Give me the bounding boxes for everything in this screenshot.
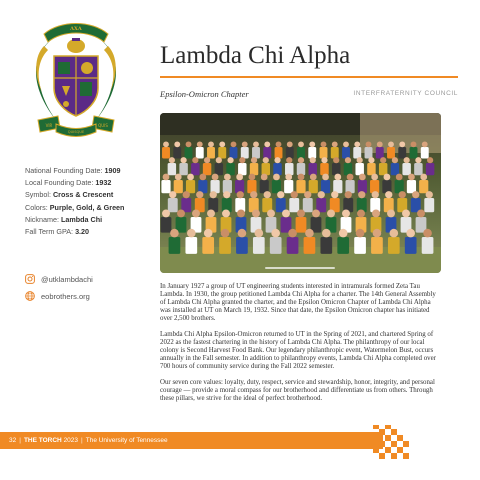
- checkerboard-logo: [373, 425, 409, 459]
- council-label: INTERFRATERNITY COUNCIL: [353, 90, 458, 97]
- fact-colors: Colors: Purple, Gold, & Green: [25, 202, 125, 212]
- values-paragraph: Our seven core values: loyalty, duty, respect, service and stewardship, honor, integrity, and personal courage — provide a moral compass for our brotherhood and differentiate us from others. Through these pillars, we strive for the ideal of perfect brotherhood.: [160, 379, 435, 402]
- instagram-icon: [25, 274, 35, 284]
- chapter-name: Epsilon-Omicron Chapter: [160, 89, 249, 99]
- page-footer: 32 | THE TORCH 2023 | The University of Tennessee: [0, 432, 383, 449]
- instagram-link[interactable]: [25, 274, 93, 284]
- fact-national-founding: National Founding Date: 1909: [25, 166, 121, 175]
- svg-text:QUISQUE: QUISQUE: [67, 130, 85, 134]
- university-name: The University of Tennessee: [85, 437, 168, 444]
- fact-nickname: Nickname: Lambda Chi: [25, 214, 103, 224]
- fact-gpa: Fall Term GPA: 3.20: [25, 227, 90, 237]
- title-divider: [160, 76, 458, 78]
- website-link[interactable]: [25, 291, 90, 301]
- page-number: 32: [9, 437, 17, 444]
- group-photo: [160, 113, 441, 273]
- page-title: Lambda Chi Alpha: [160, 42, 351, 69]
- recent-paragraph: Lambda Chi Alpha Epsilon-Omicron returned to UT in the Spring of 2021, and chartered Spring of 2022 as the fastest chartering in the history of Lambda Chi Alpha. The philanthropy of our local colony is Second Harvest Food Bank. Our legendary philanthropic event, Watermelon Bust, occurs annually in the Fall semester. In addition to philanthropy events, Lambda Chi Alpha completed over 700 hours of community service during the Fall 2022 semester.: [160, 331, 436, 370]
- fact-list: [25, 165, 124, 238]
- history-paragraph: In January 1927 a group of UT engineering students interested in intramurals formed Zeta Tau Lambda. In 1930, the group petitioned Lambda Chi Alpha for a charter. The 14th General Assembly of Lambda Chi Alpha granted the charter, and the Epsilon Omicron Chapter of Lambda Chi Alpha was installed at UT on March 19, 1932. Since that date, the Epsilon Omicron chapter has initiated over 2,500 brothers.: [160, 283, 436, 322]
- svg-text:ΛΧΑ: ΛΧΑ: [70, 26, 82, 32]
- website-url: eobrothers.org: [41, 291, 90, 301]
- publication-year: 2023: [63, 437, 79, 444]
- fraternity-crest: [30, 16, 122, 146]
- globe-icon: [25, 291, 35, 301]
- svg-text:VIR: VIR: [45, 123, 53, 128]
- chapter-description: [160, 283, 442, 411]
- instagram-handle: @utklambdachi: [41, 274, 93, 284]
- svg-text:QUIS: QUIS: [98, 123, 108, 128]
- fact-local-founding: Local Founding Date: 1932: [25, 178, 112, 188]
- publication-name: THE TORCH: [23, 437, 62, 444]
- fact-symbol: Symbol: Cross & Crescent: [25, 190, 114, 200]
